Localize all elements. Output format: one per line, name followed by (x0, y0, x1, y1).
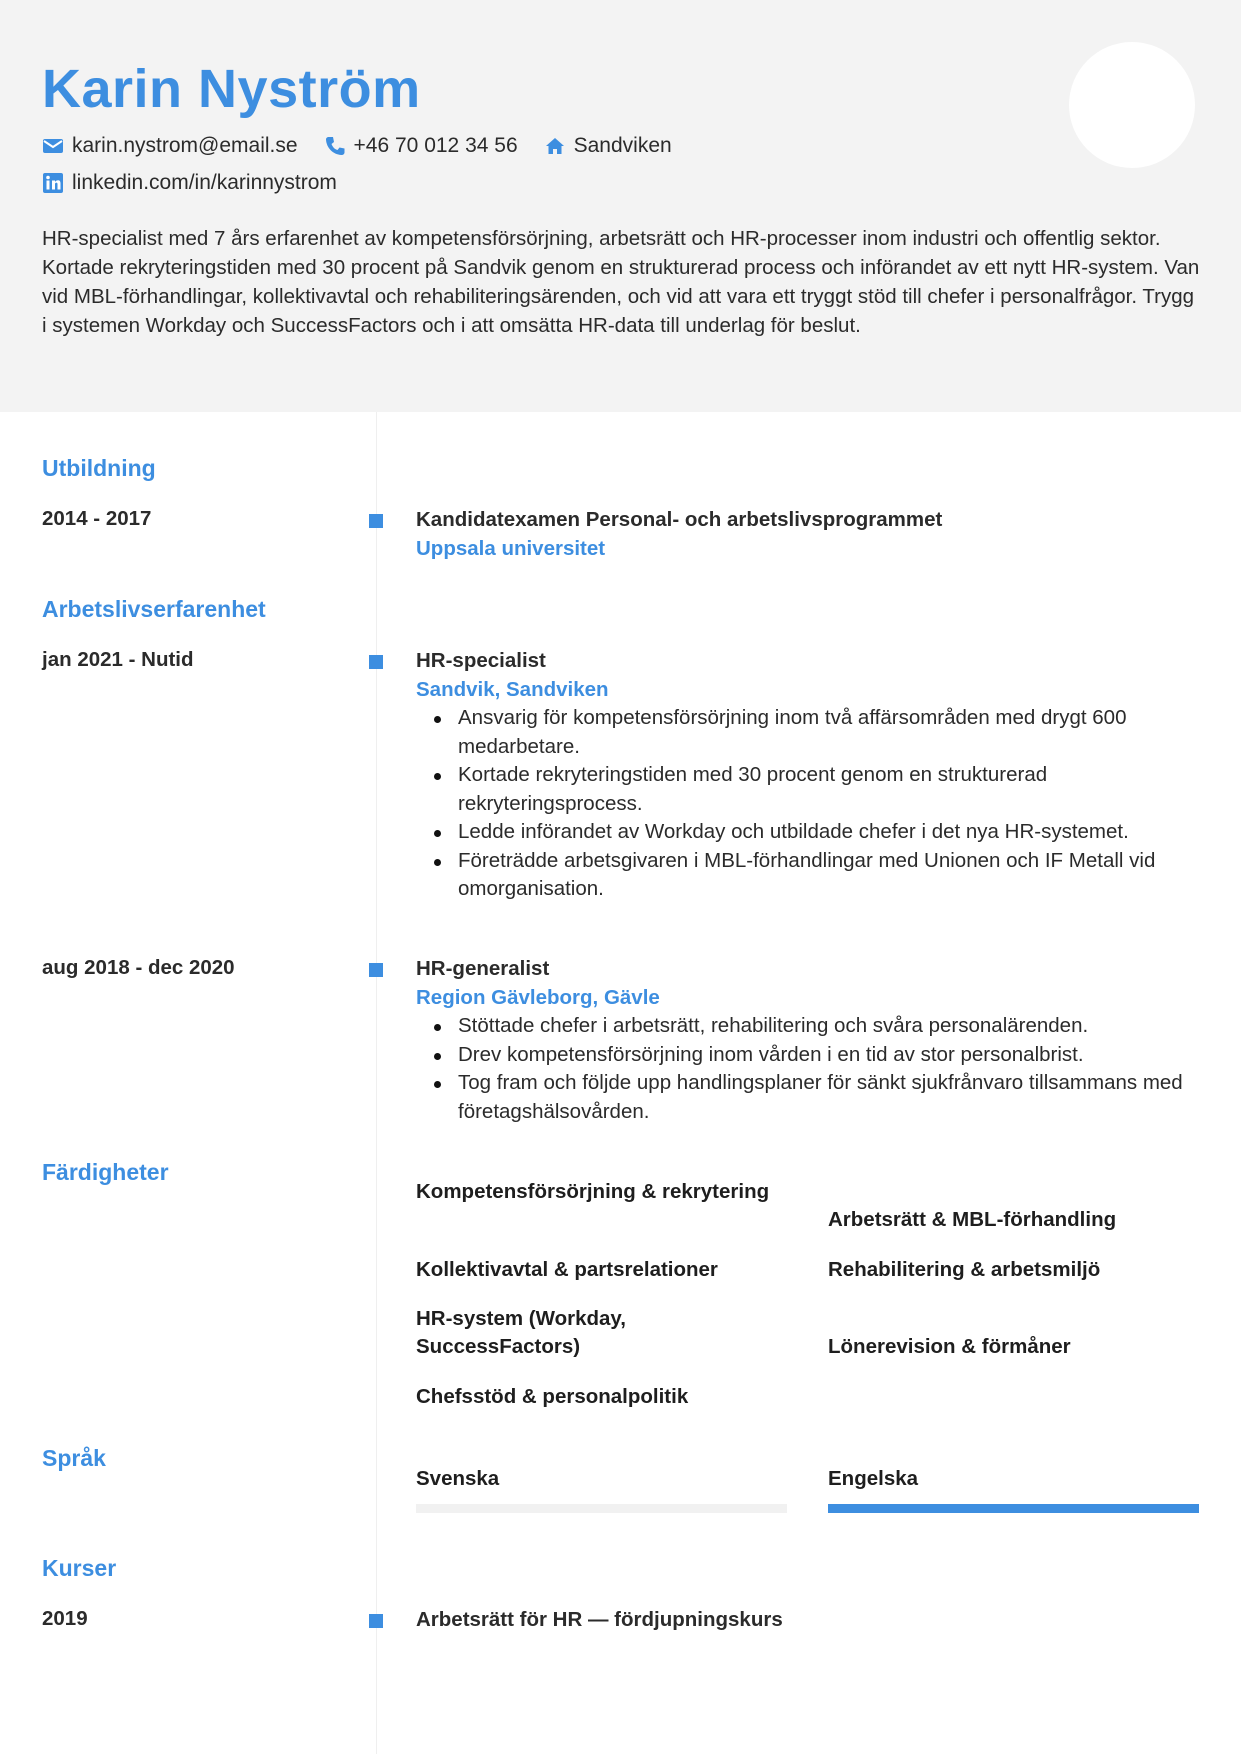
skill-item: Rehabilitering & arbetsmiljö (828, 1258, 1101, 1281)
list-item: Tog fram och följde upp handlingsplaner för sänkt sjukfrånvaro tillsammans med företagshälsovården. (458, 1069, 1206, 1126)
skill-item: Kompetensförsörjning & rekrytering (416, 1180, 770, 1203)
envelope-icon (42, 135, 64, 157)
experience-title: Arbetslivserfarenhet (42, 596, 266, 622)
job-role: HR-specialist (416, 649, 546, 672)
phone-text: +46 70 012 34 56 (353, 134, 518, 157)
timeline-marker (369, 1614, 383, 1628)
timeline-divider (376, 412, 377, 1754)
language-name: Engelska (828, 1467, 919, 1490)
experience-entry (416, 646, 1206, 904)
linkedin-icon (42, 172, 64, 194)
job-org: Sandvik, Sandviken (416, 678, 609, 701)
list-item: Företrädde arbetsgivaren i MBL-förhandlingar med Unionen och IF Metall vid omorganisation. (458, 847, 1206, 904)
email-text: karin.nystrom@email.se (72, 134, 298, 157)
timeline-marker (369, 963, 383, 977)
city-text: Sandviken (573, 134, 672, 157)
list-item: Kortade rekryteringstiden med 30 procent genom en strukturerad rekryteringsprocess. (458, 761, 1206, 818)
course-date: 2019 (42, 1607, 88, 1630)
list-item: Stöttade chefer i arbetsrätt, rehabilitering och svåra personalärenden. (458, 1012, 1206, 1041)
home-icon (544, 135, 566, 157)
list-item: Ledde införandet av Workday och utbildade chefer i det nya HR-systemet. (458, 818, 1206, 847)
degree-title: Kandidatexamen Personal- och arbetslivsprogrammet (416, 508, 943, 531)
contact-phone[interactable] (324, 134, 518, 158)
language-name: Svenska (416, 1467, 500, 1490)
language-level-bar (828, 1504, 1199, 1513)
language-level-bar (416, 1504, 787, 1513)
school-name: Uppsala universitet (416, 537, 606, 560)
job-org: Region Gävleborg, Gävle (416, 986, 660, 1009)
list-item: Ansvarig för kompetensförsörjning inom två affärsområden med drygt 600 medarbetare. (458, 704, 1206, 761)
contact-row-2 (42, 171, 363, 195)
skill-item: HR-system (Workday, SuccessFactors) (416, 1307, 626, 1358)
experience-date: jan 2021 - Nutid (42, 648, 194, 671)
skill-item: Lönerevision & förmåner (828, 1335, 1071, 1358)
course-name: Arbetsrätt för HR — fördjupningskurs (416, 1608, 783, 1631)
job-bullets (416, 704, 1206, 904)
timeline-marker (369, 514, 383, 528)
skill-item: Arbetsrätt & MBL-förhandling (828, 1208, 1117, 1231)
profile-photo-placeholder (1069, 42, 1195, 168)
education-entry (416, 505, 1206, 563)
header-section (0, 0, 1241, 412)
contact-linkedin[interactable] (42, 171, 337, 195)
skill-item: Chefsstöd & personalpolitik (416, 1385, 689, 1408)
languages-title: Språk (42, 1445, 106, 1471)
list-item: Drev kompetensförsörjning inom vården i en tid av stor personalbrist. (458, 1041, 1206, 1070)
job-role: HR-generalist (416, 957, 550, 980)
education-title: Utbildning (42, 455, 156, 481)
contact-row-1 (42, 134, 698, 158)
courses-title: Kurser (42, 1555, 117, 1581)
experience-date: aug 2018 - dec 2020 (42, 956, 235, 979)
education-date: 2014 - 2017 (42, 507, 152, 530)
contact-email[interactable] (42, 134, 298, 158)
course-entry (416, 1605, 1206, 1634)
skills-title: Färdigheter (42, 1159, 169, 1185)
profile-summary: HR-specialist med 7 års erfarenhet av kompetensförsörjning, arbetsrätt och HR-processer inom industri och offentlig sektor. Kortade rekryteringstiden med 30 procent på Sandvik genom en strukturerad process och införandet av ett nytt HR-system. Van vid MBL-förhandlingar, kollektivavtal och rehabiliteringsärenden, och vid att vara ett tryggt stöd till chefer i personalfrågor. Trygg i systemen Workday och SuccessFactors och i att omsätta HR-data till underlag för beslut. (42, 227, 1200, 337)
skill-item: Kollektivavtal & partsrelationer (416, 1258, 718, 1281)
timeline-marker (369, 655, 383, 669)
candidate-name: Karin Nyström (42, 59, 421, 119)
linkedin-text: linkedin.com/in/karinnystrom (72, 171, 337, 194)
experience-entry (416, 954, 1206, 1126)
contact-city (544, 134, 672, 158)
job-bullets (416, 1012, 1206, 1126)
phone-icon (324, 135, 346, 157)
language-level-fill (828, 1504, 1199, 1513)
